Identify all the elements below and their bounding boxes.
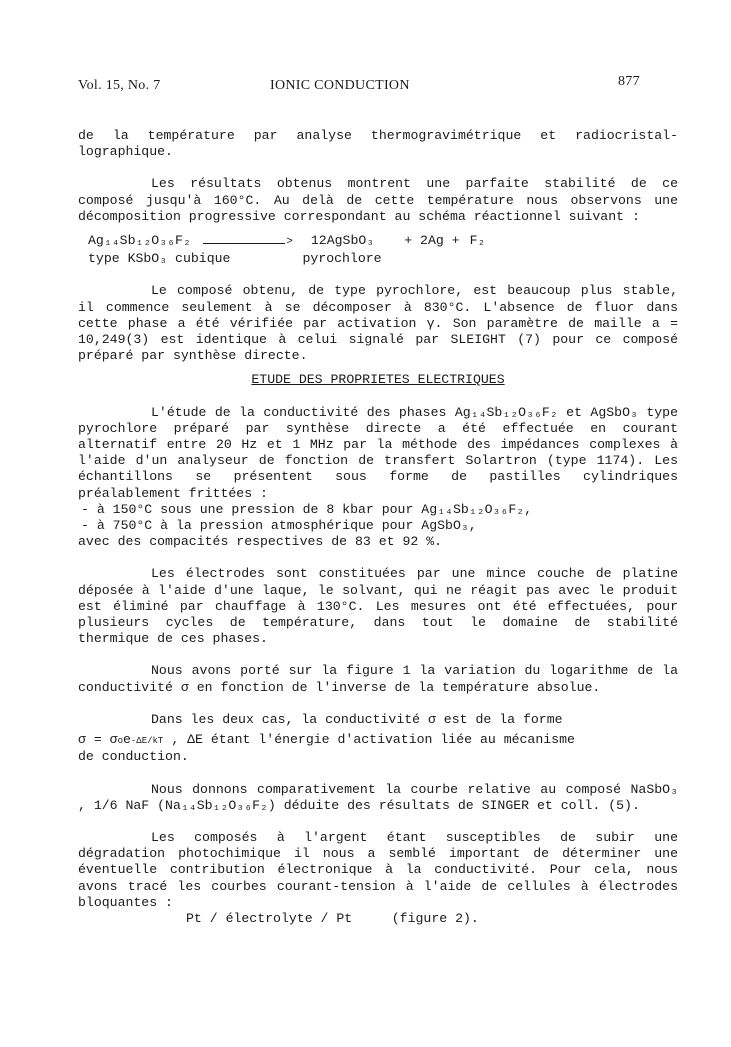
paragraph-4: L'étude de la conductivité des phases Ag₁₄Sb₁₂O₃₆F₂ et AgSbO₃ type pyrochlore préparé par synthèse directe a été effectuée en courant alternatif entre 20 Hz et 1 MHz par la méthode des impédances complexes à l'aide d'un analyseur de fonction de transfert Solartron (type 1174). Les échantillons se présentent sous forme de pastilles cylindriques préalablement frittées : — [78, 404, 678, 501]
paragraph-8: Dans les deux cas, la conductivité σ est de la forme — [151, 711, 563, 727]
product-1: 12AgSbO₃ — [310, 233, 375, 249]
formula-subscript: o — [117, 736, 123, 747]
paragraph-7: Nous avons porté sur la figure 1 la variation du logarithme de la conductivité σ en fonction de l'inverse de la température absolue. — [78, 663, 678, 695]
type-right: pyrochlore — [302, 251, 382, 267]
formula-exp-base: e — [122, 732, 131, 748]
paragraph-3: Le composé obtenu, de type pyrochlore, est beaucoup plus stable, il commence seulement à se décomposer à 830°C. L'absence de fluor dans cette phase a été vérifiée par activation γ. Son paramètre de maille a = 10,249(3) est identique à celui signalé par SLEIGHT (7) pour ce composé préparé par synthèse directe. — [78, 283, 678, 364]
list-item-1: - à 150°C sous une pression de 8 kbar pour Ag₁₄Sb₁₂O₃₆F₂, — [81, 501, 533, 517]
paragraph-5: avec des compacités respectives de 83 et 92 %. — [78, 534, 443, 550]
paragraph-10: Les composés à l'argent étant susceptibles de subir une dégradation photochimique il nous a semblé important de déterminer une éventuelle contribution électronique à la conductivité. Pour cela, nous avons tracé les courbes courant-tension à l'aide de cellules à électrodes bloquantes : — [78, 829, 678, 910]
body-text — [78, 128, 678, 927]
journal-volume: Vol. 15, No. 7 — [78, 78, 161, 93]
conductivity-formula — [78, 732, 678, 749]
section-title: ETUDE DES PROPRIETES ELECTRIQUES — [251, 372, 505, 388]
running-title: IONIC CONDUCTION — [270, 78, 410, 93]
list-item-2: - à 750°C à la pression atmosphérique pour AgSbO₃, — [81, 518, 477, 534]
page-number: 877 — [618, 74, 640, 89]
paragraph-2: Les résultats obtenus montrent une parfaite stabilité de ce composé jusqu'à 160°C. Au delà de cette température nous observons une décomposition progressive correspondant au schéma réactionnel suivant : — [78, 176, 678, 224]
reaction-equation — [88, 233, 678, 249]
formula-explanation: , ΔE étant l'énergie d'activation liée au mécanisme — [171, 732, 575, 748]
cell-diagram: Pt / électrolyte / Pt (figure 2). — [186, 910, 479, 926]
reaction-arrow — [203, 243, 285, 244]
formula-exponent: -ΔE/kT — [130, 736, 164, 747]
formula-lhs: σ = σ — [78, 732, 118, 748]
product-3: F₂ — [469, 233, 486, 249]
reaction-types — [88, 251, 678, 267]
paragraph-6: Les électrodes sont constituées par une mince couche de platine déposée à l'aide d'une laque, le solvant, qui ne réagit pas avec le produit est éliminé par chauffage à 130°C. Les mesures ont été effectuées, pour plusieurs cycles de température, dans tout le domaine de stabilité thermique de ces phases. — [78, 566, 678, 647]
paragraph-1: de la température par analyse thermogravimétrique et radiocristal-lographique. — [78, 128, 678, 160]
paragraph-8-end: de conduction. — [78, 749, 189, 765]
paragraph-9: Nous donnons comparativement la courbe relative au composé NaSbO₃ , 1/6 NaF (Na₁₄Sb₁₂O₃₆F₂) déduite des résultats de SINGER et coll. (5). — [78, 781, 678, 813]
product-2: + 2Ag + — [404, 233, 460, 249]
reactant: Ag₁₄Sb₁₂O₃₆F₂ — [88, 233, 191, 249]
type-left: type KSbO₃ cubique — [88, 251, 231, 267]
